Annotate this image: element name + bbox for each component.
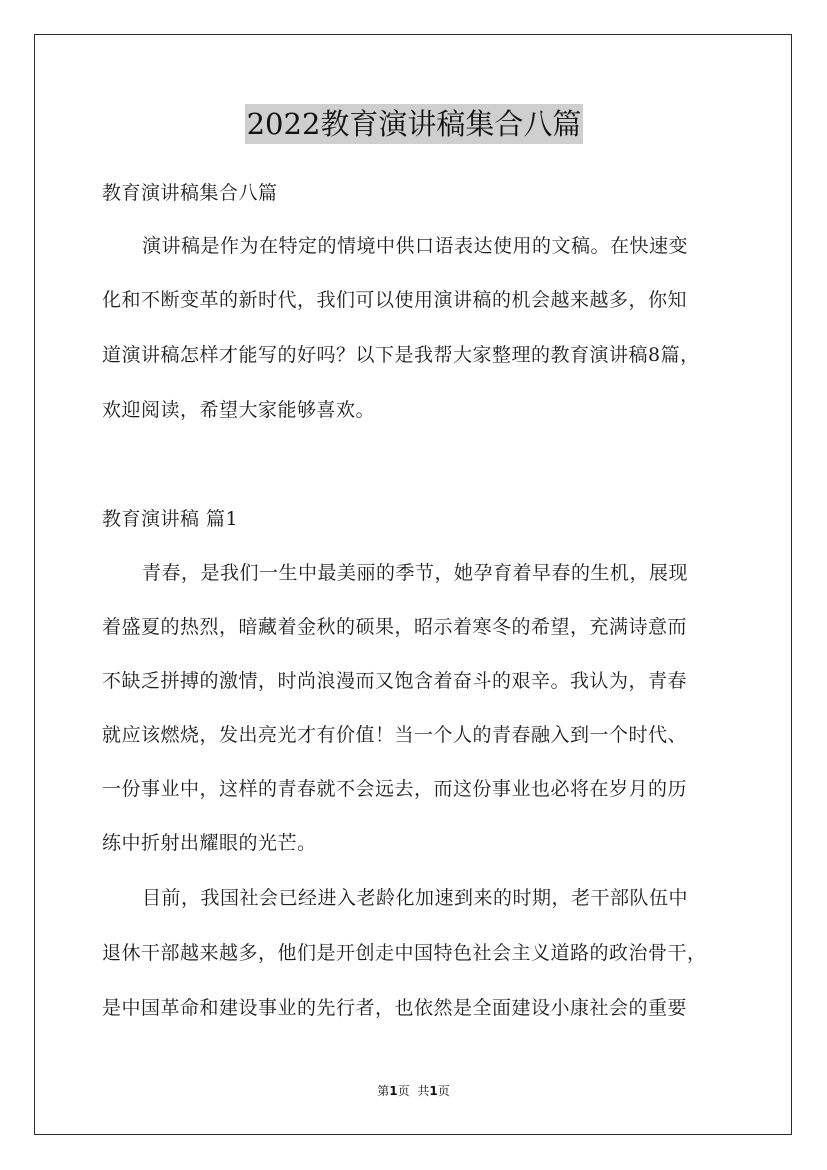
footer-page-prefix: 第: [377, 1084, 390, 1098]
section-heading: 教育演讲稿 篇1: [102, 508, 239, 530]
footer-page-suffix: 页: [397, 1084, 410, 1098]
intro-line-4: 欢迎阅读，希望大家能够喜欢。: [102, 399, 376, 421]
page-footer: [0, 1083, 827, 1099]
footer-page-number: 1: [389, 1084, 398, 1098]
para1-line-4: 就应该燃烧，发出亮光才有价值！当一个人的青春融入到一个时代、: [102, 724, 688, 746]
para1-line-2: 着盛夏的热烈，暗藏着金秋的硕果，昭示着寒冬的希望，充满诗意而: [102, 616, 688, 638]
footer-total-number: 1: [429, 1084, 438, 1098]
para1-line-3: 不缺乏拼搏的激情，时尚浪漫而又饱含着奋斗的艰辛。我认为，青春: [102, 670, 688, 692]
document-title-text: 2022教育演讲稿集合八篇: [245, 104, 584, 144]
footer-total-prefix: 共: [417, 1084, 430, 1098]
para2-line-2: 退休干部越来越多，他们是开创走中国特色社会主义道路的政治骨干，: [102, 942, 707, 964]
para1-line-5: 一份事业中，这样的青春就不会远去，而这份事业也必将在岁月的历: [102, 778, 688, 800]
para1-line-1: 青春，是我们一生中最美丽的季节，她孕育着早春的生机，展现: [142, 562, 689, 584]
intro-line-1: 演讲稿是作为在特定的情境中供口语表达使用的文稿。在快速变: [142, 235, 689, 257]
footer-total-suffix: 页: [437, 1084, 450, 1098]
para2-line-1: 目前，我国社会已经进入老龄化加速到来的时期，老干部队伍中: [142, 887, 689, 909]
document-title: [102, 104, 726, 144]
document-subtitle: 教育演讲稿集合八篇: [102, 182, 278, 204]
para2-line-3: 是中国革命和建设事业的先行者，也依然是全面建设小康社会的重要: [102, 997, 688, 1019]
para1-line-6: 练中折射出耀眼的光芒。: [102, 832, 317, 854]
intro-line-2: 化和不断变革的新时代，我们可以使用演讲稿的机会越来越多，你知: [102, 289, 688, 311]
intro-line-3: 道演讲稿怎样才能写的好吗？以下是我帮大家整理的教育演讲稿8篇，: [102, 344, 700, 366]
